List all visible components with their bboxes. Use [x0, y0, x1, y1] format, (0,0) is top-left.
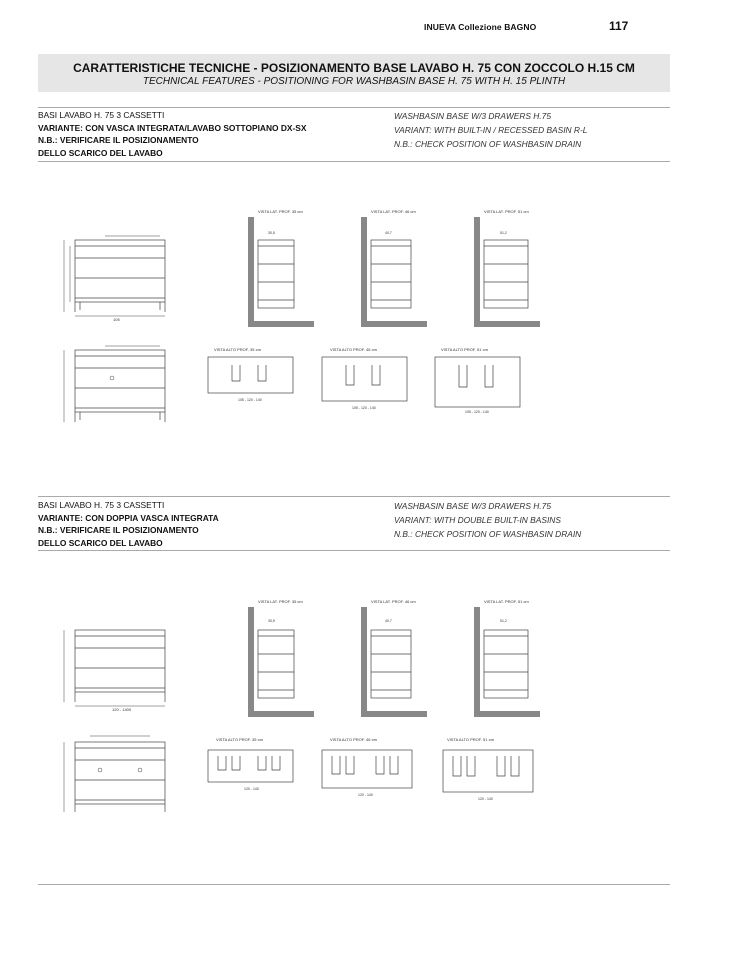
collection-header: INUEVA Collezione BAGNO — [424, 22, 537, 32]
top-width-dimension: 105 - 120 - 140 — [465, 410, 489, 414]
top-width-dimension: 105 - 120 - 140 — [352, 406, 376, 410]
top-view-drawing — [208, 750, 293, 782]
top-view-label: VISTA ALTO PROF. 35 cm — [216, 737, 263, 742]
top-view-drawing — [435, 357, 520, 407]
spec-line: N.B.: CHECK POSITION OF WASHBASIN DRAIN — [394, 529, 582, 539]
front-width-dimension: 120 - 1400 — [112, 707, 132, 712]
spec-line: DELLO SCARICO DEL LAVABO — [38, 147, 163, 158]
top-view-drawing — [322, 750, 412, 788]
top-view-label: VISTA ALTO PROF. 51 cm — [447, 737, 494, 742]
side-top-dimension: 30,5 — [268, 619, 275, 623]
side-view-label: VISTA LAT. PROF. 51 cm — [484, 209, 529, 214]
spec-line: N.B.: VERIFICARE IL POSIZIONAMENTO — [38, 135, 199, 145]
spec-line: WASHBASIN BASE W/3 DRAWERS H.75 — [394, 501, 551, 511]
page-subtitle: TECHNICAL FEATURES - POSITIONING FOR WASHBASIN BASE H. 75 WITH H. 15 PLINTH — [142, 76, 566, 87]
side-view-label: VISTA LAT. PROF. 51 cm — [484, 599, 529, 604]
side-view-drawing — [474, 607, 540, 717]
side-view-label: VISTA LAT. PROF. 35 cm — [258, 599, 303, 604]
side-top-dimension: 40,7 — [385, 619, 392, 623]
spec-line: DELLO SCARICO DEL LAVABO — [38, 537, 163, 548]
front-elevation-drawing — [64, 236, 165, 316]
spec-line: VARIANT: WITH DOUBLE BUILT-IN BASINS — [394, 515, 561, 525]
top-view-drawing — [322, 357, 407, 401]
spec-line: VARIANTE: CON VASCA INTEGRATA/LAVABO SOTTOPIANO DX-SX — [38, 122, 307, 133]
top-width-dimension: 120 - 140 — [244, 787, 259, 791]
front-width-dimension: 105 — [113, 317, 120, 322]
top-width-dimension: 120 - 140 — [478, 797, 493, 801]
side-view-label: VISTA LAT. PROF. 46 cm — [371, 599, 416, 604]
page-number: 117 — [609, 19, 629, 33]
side-top-dimension: 51,2 — [500, 619, 507, 623]
top-view-drawing — [208, 357, 293, 393]
spec-line: VARIANT: WITH BUILT-IN / RECESSED BASIN R-L — [394, 125, 588, 135]
spec-line: VARIANTE: CON DOPPIA VASCA INTEGRATA — [38, 512, 219, 523]
front-elevation-drawing — [64, 630, 165, 706]
front-elevation-drawing — [64, 736, 165, 812]
side-view-drawing — [248, 217, 314, 327]
side-top-dimension: 51,2 — [500, 231, 507, 235]
top-width-dimension: 105 - 120 - 140 — [238, 398, 262, 402]
spec-line: N.B.: VERIFICARE IL POSIZIONAMENTO — [38, 525, 199, 535]
side-view-drawing — [474, 217, 540, 327]
side-view-drawing — [248, 607, 314, 717]
spec-line: N.B.: CHECK POSITION OF WASHBASIN DRAIN — [394, 139, 582, 149]
page-title: CARATTERISTICHE TECNICHE - POSIZIONAMENTO BASE LAVABO H. 75 CON ZOCCOLO H.15 CM — [73, 61, 635, 75]
top-view-drawing — [443, 750, 533, 792]
top-view-label: VISTA ALTO PROF. 46 cm — [330, 737, 377, 742]
top-width-dimension: 120 - 140 — [358, 793, 373, 797]
front-elevation-drawing — [64, 346, 165, 422]
side-view-drawing — [361, 607, 427, 717]
top-view-label: VISTA ALTO PROF. 46 cm — [330, 347, 377, 352]
spec-line: WASHBASIN BASE W/3 DRAWERS H.75 — [394, 111, 551, 121]
spec-line: BASI LAVABO H. 75 3 CASSETTI — [38, 110, 165, 120]
spec-line: BASI LAVABO H. 75 3 CASSETTI — [38, 500, 165, 510]
top-view-label: VISTA ALTO PROF. 51 cm — [441, 347, 488, 352]
side-view-label: VISTA LAT. PROF. 46 cm — [371, 209, 416, 214]
side-top-dimension: 40,7 — [385, 231, 392, 235]
side-view-label: VISTA LAT. PROF. 35 cm — [258, 209, 303, 214]
side-view-drawing — [361, 217, 427, 327]
top-view-label: VISTA ALTO PROF. 35 cm — [214, 347, 261, 352]
side-top-dimension: 30,5 — [268, 231, 275, 235]
